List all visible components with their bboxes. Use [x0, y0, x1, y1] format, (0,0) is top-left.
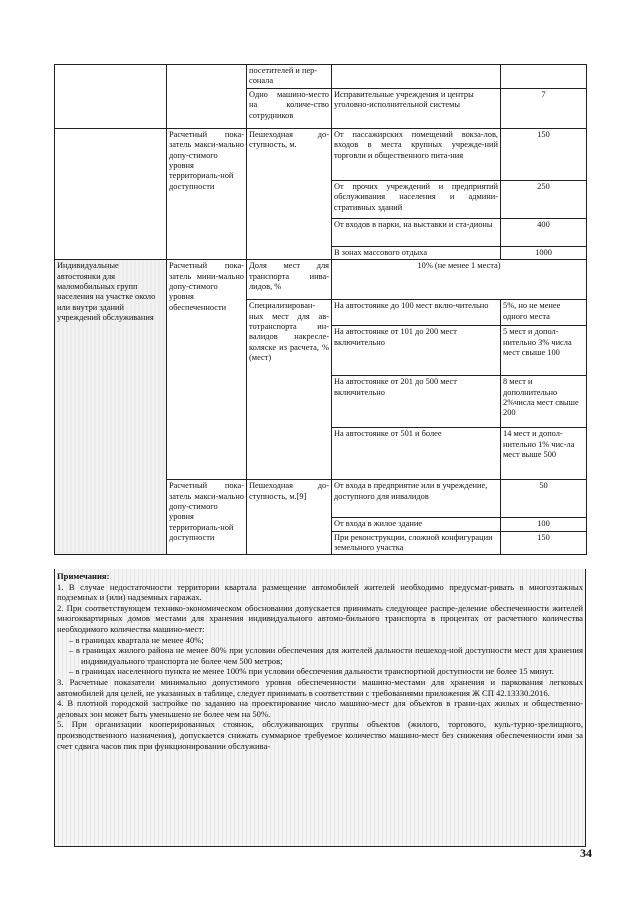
table-cell: При реконструкции, сложной конфигурации земельного участка [332, 531, 501, 555]
table-cell [167, 65, 247, 129]
table-cell: Доля мест для транспорта инва-лидов, % [247, 260, 332, 300]
table-row [55, 65, 587, 89]
table-cell: От прочих учреждений и предприятий обслуживания населения и админи-стративных зданий [332, 180, 501, 218]
table-cell [55, 128, 167, 259]
table-cell: Одно машино-место на количе-ство сотрудников [247, 88, 332, 128]
table-cell: Расчетный пока-затель макси-мально допу-стимого уровня территориаль-ной доступности [167, 480, 247, 555]
table-cell: 100 [501, 518, 587, 531]
table-cell: посетителей и пер-сонала [247, 65, 332, 89]
table-cell: 250 [501, 180, 587, 218]
table-cell: 150 [501, 531, 587, 555]
table-cell: От входа в жилое здание [332, 518, 501, 531]
table-cell: Индивидуальные автостоянки для маломобильных групп населения на участке около или внутри зданий учреждений обслуживания [55, 260, 167, 555]
notes-block [54, 569, 586, 847]
notes-title: Примечания: [57, 571, 110, 581]
table-cell: От входа в предприятие или в учреждение, доступного для инвалидов [332, 480, 501, 518]
note-3: 3. Расчетные показатели минимально допустимого уровня обеспеченности машино-местами для хранения и паркования легковых автомобилей для целей, не указанных в таблице, следует принимать в соответствии с требованиями приложения Ж СП 42.13330.2016. [57, 676, 583, 698]
table-row [55, 260, 587, 300]
table-cell: 5%, но не менее одного места [501, 300, 587, 326]
table-cell: 5 мест и допол-нительно 3% числа мест свыше 100 [501, 326, 587, 376]
note-2: 2. При соответствующем технико-экономическом обосновании допускается принимать следующее распре-деление обеспеченности жителей многоквартирных домов местами для хранения индивидуального автомо-бильного транспорта в процентах от расчетного количества необходимого количества машино-мест: [57, 602, 583, 634]
note-5: 5. При организации кооперированных стоянок, обслуживающих группы объектов (жилого, торгового, куль-турно-зрелищного, производственного назначения), допускается снижать суммарное требуемое количество машино-мест без снижения обеспеченности ими за счет сдвига часов пик при функционировании обслужива- [57, 719, 583, 751]
table-cell: От входов в парки, на выставки и ста-дионы [332, 218, 501, 246]
table-cell: 1000 [501, 246, 587, 259]
table-cell: 8 мест и дополнительно 2%числа мест свыше 200 [501, 376, 587, 428]
table-cell: На автостоянке от 501 и более [332, 428, 501, 480]
table-cell: Пешеходная до-ступность, м. [247, 128, 332, 259]
table-row [55, 128, 587, 180]
table-cell: Расчетный пока-затель мини-мально допу-стимого уровня обеспеченности [167, 260, 247, 480]
table-cell: От пассажирских помещений вокза-лов, входов в места крупных учрежде-ний торговли и общественного пита-ния [332, 128, 501, 180]
note-2-dash-1: – в границах квартала не менее 40%; [69, 634, 204, 645]
note-2-dash-2: – в границах жилого района не менее 80% при условии обеспечения для жителей дальности пешеход-ной доступности мест для хранения индивидуального транспорта не более чем 500 метров; [69, 645, 583, 666]
table-cell: На автостоянке от 101 до 200 мест включительно [332, 326, 501, 376]
table-cell [55, 65, 167, 129]
table-cell: На автостоянке от 201 до 500 мест включительно [332, 376, 501, 428]
table-cell: 7 [501, 88, 587, 128]
page-number: 34 [580, 846, 592, 860]
note-4: 4. В плотной городской застройке по заданию на проектирование число машино-мест для объектов в грани-цах жилых и общественно-деловых зон может быть уменьшено не более чем на 50%. [57, 698, 583, 719]
note-2-dash-3: – в границах населенного пункта не менее 100% при условии обеспечения дальности транспортной доступности не более 15 минут. [69, 666, 554, 677]
table-cell: 10% (не менее 1 места) [332, 260, 587, 300]
table-cell: 400 [501, 218, 587, 246]
table-cell: Расчетный пока-затель макси-мально допу-стимого уровня территориаль-ной доступности [167, 128, 247, 259]
table-cell: 150 [501, 128, 587, 180]
table-cell: Специализирован-ных мест для ав-тотранспорта ин-валидов накресле-коляске из расчета, % (мест) [247, 300, 332, 480]
table-cell: Исправительные учреждения и центры уголовно-исполнительной системы [332, 88, 501, 128]
table-cell: Пешеходная до-ступность, м.[9] [247, 480, 332, 555]
note-1: 1. В случае недостаточности территории квартала размещение автомобилей жителей необходимо предусмат-ривать в многоэтажных подземных и (или) надземных гаражах. [57, 581, 583, 603]
table-cell: В зонах массового отдыха [332, 246, 501, 259]
table-cell: 50 [501, 480, 587, 518]
table-cell [501, 65, 587, 89]
table-cell [332, 65, 501, 89]
table-cell: На автостоянке до 100 мест вклю-чительно [332, 300, 501, 326]
norms-table [54, 64, 587, 555]
table-cell: 14 мест и допол-нительно 1% чис-ла мест выше 500 [501, 428, 587, 480]
